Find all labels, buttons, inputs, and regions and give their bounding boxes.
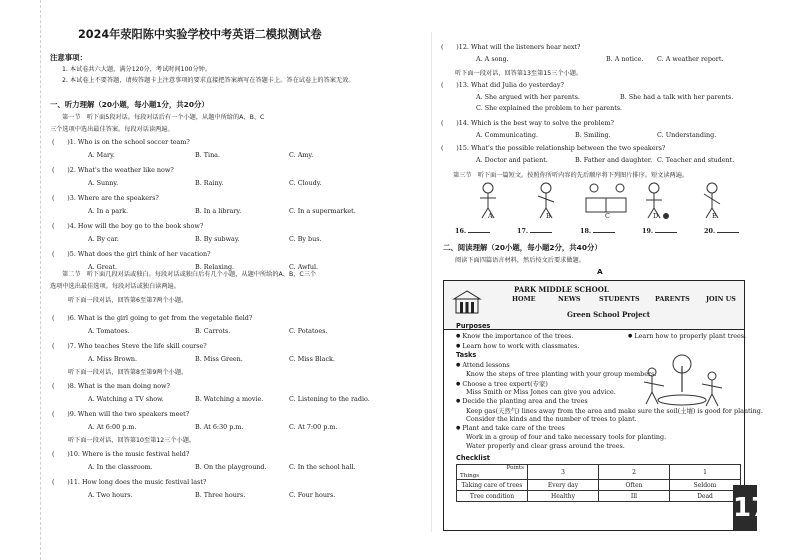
blank-number: 16.	[455, 227, 467, 235]
nav-link[interactable]: HOME	[512, 295, 536, 303]
picture-c-icon	[586, 184, 626, 212]
question-14: ( )14. Which is the best way to solve the problem?	[441, 119, 614, 127]
option-c[interactable]: C. A weather report.	[657, 55, 724, 63]
note-6-7: 听下面一段对话，回答第6至第7两个小题。	[68, 297, 188, 304]
picture-label: B	[546, 212, 551, 220]
section1-heading: 一、听力理解（20小题，每小题1分，共20分）	[50, 100, 209, 109]
note-10-12: 听下面一段对话，回答第10至第12三个小题。	[68, 437, 196, 444]
section2-heading: 二、阅读理解（20小题，每小题2分，共40分）	[443, 243, 602, 252]
option-b[interactable]: B. At 6:30 p.m.	[195, 423, 244, 431]
col-header: 1	[670, 465, 741, 480]
option-a[interactable]: A. At 6:00 p.m.	[88, 423, 137, 431]
table-cell: Seldom	[670, 480, 741, 491]
table-row	[457, 480, 741, 491]
option-c[interactable]: C. Teacher and student.	[657, 156, 735, 164]
option-c[interactable]: C. Understanding.	[657, 131, 717, 139]
part3-intro: 第三节 听下面一篇短文。按照你所听内容的先后顺序将下列图片排序。短文读两遍。	[453, 172, 689, 179]
checklist-table	[456, 464, 741, 502]
option-b[interactable]: B. Carrots.	[195, 327, 231, 335]
question-1: ( )1. Who is on the school soccer team?	[52, 138, 190, 146]
school-building-icon	[452, 289, 482, 315]
question-5: ( )5. What does the girl think of her vacation?	[52, 250, 211, 258]
points-label: Points	[506, 465, 524, 471]
option-b[interactable]: B. In a library.	[195, 207, 242, 215]
question-12: ( )12. What will the listeners hear next?	[441, 43, 581, 51]
option-c[interactable]: C. In the school hall.	[289, 463, 356, 471]
option-b[interactable]: B. She had a talk with her parents.	[620, 93, 734, 101]
nav-link[interactable]: PARENTS	[655, 295, 690, 303]
column-divider	[431, 32, 432, 532]
question-2: ( )2. What's the weather like now?	[52, 166, 174, 174]
blank-line[interactable]	[717, 226, 739, 233]
nav-link[interactable]: JOIN US	[706, 295, 736, 303]
option-c[interactable]: C. In a supermarket.	[289, 207, 356, 215]
tree-planting-illustration-icon	[632, 352, 732, 412]
option-c[interactable]: C. At 7:00 p.m.	[289, 423, 338, 431]
binding-margin	[0, 0, 41, 560]
option-b[interactable]: B. Relaxing.	[195, 263, 235, 271]
question-11: ( )11. How long does the music festival last?	[52, 478, 207, 486]
option-a[interactable]: A. Two hours.	[88, 491, 133, 499]
blank-line[interactable]	[655, 226, 677, 233]
option-b[interactable]: B. Smiling.	[575, 131, 611, 139]
checklist-heading: Checklist	[456, 454, 490, 462]
option-b[interactable]: B. Three hours.	[195, 491, 246, 499]
option-a[interactable]: A. In the classroom.	[88, 463, 153, 471]
section2-intro: 阅读下面四篇语言材料，然后按文后要求做题。	[455, 257, 585, 264]
option-c[interactable]: C. She explained the problem to her parents.	[476, 104, 623, 112]
col-header: 2	[599, 465, 670, 480]
row-label: Tree condition	[457, 491, 528, 502]
option-a[interactable]: A. A song.	[476, 55, 509, 63]
purpose-1: ● Know the importance of the trees.	[456, 332, 573, 340]
project-title: Green School Project	[567, 310, 651, 319]
option-b[interactable]: B. Tina.	[195, 151, 221, 159]
notice-item-1: 1. 本试卷共六大题，满分120分，考试时间100分钟。	[62, 66, 212, 73]
answer-blank-18[interactable]	[580, 226, 615, 235]
note-13-15: 听下面一段对话，回答第13至第15三个小题。	[455, 70, 583, 77]
question-3: ( )3. Where are the speakers?	[52, 194, 159, 202]
purposes-heading: Purposes	[456, 322, 491, 330]
option-c[interactable]: C. Listening to the radio.	[289, 395, 370, 403]
task-detail: Miss Smith or Miss Jones can give you advice.	[466, 388, 616, 396]
school-name: PARK MIDDLE SCHOOL	[514, 285, 609, 294]
task-detail: Water properly and clear grass around the trees.	[466, 442, 625, 450]
answer-blank-16[interactable]	[455, 226, 490, 235]
option-a[interactable]: A. Sunny.	[88, 179, 119, 187]
option-a[interactable]: A. Miss Brown.	[88, 355, 138, 363]
part2-intro-line2: 选项中选出最佳选项。每段对话或独白读两遍。	[50, 283, 180, 290]
option-b[interactable]: B. Watching a movie.	[195, 395, 264, 403]
option-a[interactable]: A. Great.	[88, 263, 118, 271]
blank-number: 20.	[704, 227, 716, 235]
table-cell: Dead	[670, 491, 741, 502]
option-a[interactable]: A. Doctor and patient.	[476, 156, 548, 164]
purpose-2: ● Learn how to properly plant trees.	[628, 332, 746, 340]
blank-line[interactable]	[593, 226, 615, 233]
table-cell: Every day	[528, 480, 599, 491]
option-c[interactable]: C. Potatoes.	[289, 327, 328, 335]
blank-number: 17.	[517, 227, 529, 235]
table-cell: Healthy	[528, 491, 599, 502]
task-detail: Know the steps of tree planting with your group members.	[466, 370, 657, 378]
table-cell: Often	[599, 480, 670, 491]
option-b[interactable]: B. A notice.	[606, 55, 644, 63]
task-1: ● Attend lessons	[456, 361, 510, 369]
question-9: ( )9. When will the two speakers meet?	[52, 410, 190, 418]
task-2: ● Choose a tree expert(专家)	[456, 379, 548, 388]
page-title: 2024年荥阳陈中实验学校中考英语二模拟测试卷	[78, 28, 322, 41]
question-13: ( )13. What did Julia do yesterday?	[441, 81, 564, 89]
answer-blank-19[interactable]	[642, 226, 677, 235]
part1-intro-line2: 三个选项中选出最佳答案。每段对话读两遍。	[50, 126, 174, 133]
question-15: ( )15. What's the possible relationship between the two speakers?	[441, 144, 666, 152]
option-c[interactable]: C. Awful.	[289, 263, 319, 271]
page-number: 17	[733, 485, 757, 531]
row-label: Taking care of trees	[457, 480, 528, 491]
blank-line[interactable]	[468, 226, 490, 233]
option-c[interactable]: C. By bus.	[289, 235, 322, 243]
picture-label: A	[488, 212, 493, 220]
option-a[interactable]: A. Mary.	[88, 151, 115, 159]
blank-number: 18.	[580, 227, 592, 235]
option-b[interactable]: B. On the playground.	[195, 463, 267, 471]
option-b[interactable]: B. Father and daughter.	[575, 156, 653, 164]
option-b[interactable]: B. Miss Green.	[195, 355, 243, 363]
question-7: ( )7. Who teaches Steve the life skill course?	[52, 342, 207, 350]
picture-label: C	[605, 212, 610, 220]
task-4: ● Plant and take care of the trees	[456, 424, 565, 432]
notice-heading: 注意事项：	[50, 53, 87, 62]
answer-blank-17[interactable]	[517, 226, 552, 235]
passage-label: A	[597, 267, 603, 276]
part2-intro-line1: 第二节 听下面几段对话或独白。每段对话或独白后有几个小题，从题中所给的A、B、C三个	[62, 271, 317, 278]
question-4: ( )4. How will the boy go to the book show?	[52, 222, 204, 230]
option-a[interactable]: A. She argued with her parents.	[476, 93, 580, 101]
picture-label: E	[712, 212, 717, 220]
blank-number: 19.	[642, 227, 654, 235]
question-6: ( )6. What is the girl going to get from the vegetable field?	[52, 314, 253, 322]
option-c[interactable]: C. Miss Black.	[289, 355, 335, 363]
nav-link[interactable]: NEWS	[558, 295, 581, 303]
task-detail: Work in a group of four and take necessary tools for planting.	[466, 433, 667, 441]
col-header: 3	[528, 465, 599, 480]
question-10: ( )10. Where is the music festival held?	[52, 450, 190, 458]
answer-blank-20[interactable]	[704, 226, 739, 235]
note-8-9: 听下面一段对话，回答第8至第9两个小题。	[68, 369, 188, 376]
option-b[interactable]: B. Rainy.	[195, 179, 224, 187]
notice-item-2: 2. 本试卷上不要答题，请按答题卡上注意事项的要求直接把答案填写在答题卡上。答在试卷上的答案无效。	[62, 77, 355, 84]
blank-line[interactable]	[530, 226, 552, 233]
table-row	[457, 491, 741, 502]
task-detail: Consider the kinds and the number of trees to plant.	[466, 415, 637, 423]
question-8: ( )8. What is the man doing now?	[52, 382, 170, 390]
option-a[interactable]: A. By car.	[88, 235, 119, 243]
part1-intro-line1: 第一节 听下面5段对话。每段对话后有一个小题，从题中所给的A、B、C	[62, 114, 265, 121]
purpose-3: ● Learn how to work with classmates.	[456, 342, 579, 350]
task-3: ● Decide the planting area and the trees	[456, 397, 588, 405]
option-c[interactable]: C. Four hours.	[289, 491, 336, 499]
option-c[interactable]: C. Cloudy.	[289, 179, 322, 187]
option-a[interactable]: A. Watching a TV show.	[88, 395, 164, 403]
option-b[interactable]: B. By subway.	[195, 235, 240, 243]
table-cell: Ill	[599, 491, 670, 502]
nav-link[interactable]: STUDENTS	[599, 295, 640, 303]
task-detail: Keep gas(天然气) lines away from the area and make sure the soil(土壤) is good for planting.	[466, 407, 763, 415]
checklist-corner-cell	[457, 465, 528, 480]
option-c[interactable]: C. Amy.	[289, 151, 314, 159]
option-a[interactable]: A. In a park.	[88, 207, 129, 215]
option-a[interactable]: A. Communicating.	[476, 131, 539, 139]
tasks-heading: Tasks	[456, 351, 477, 359]
things-label: Things	[460, 473, 480, 479]
option-a[interactable]: A. Tomatoes.	[88, 327, 130, 335]
picture-label: D	[653, 212, 659, 220]
